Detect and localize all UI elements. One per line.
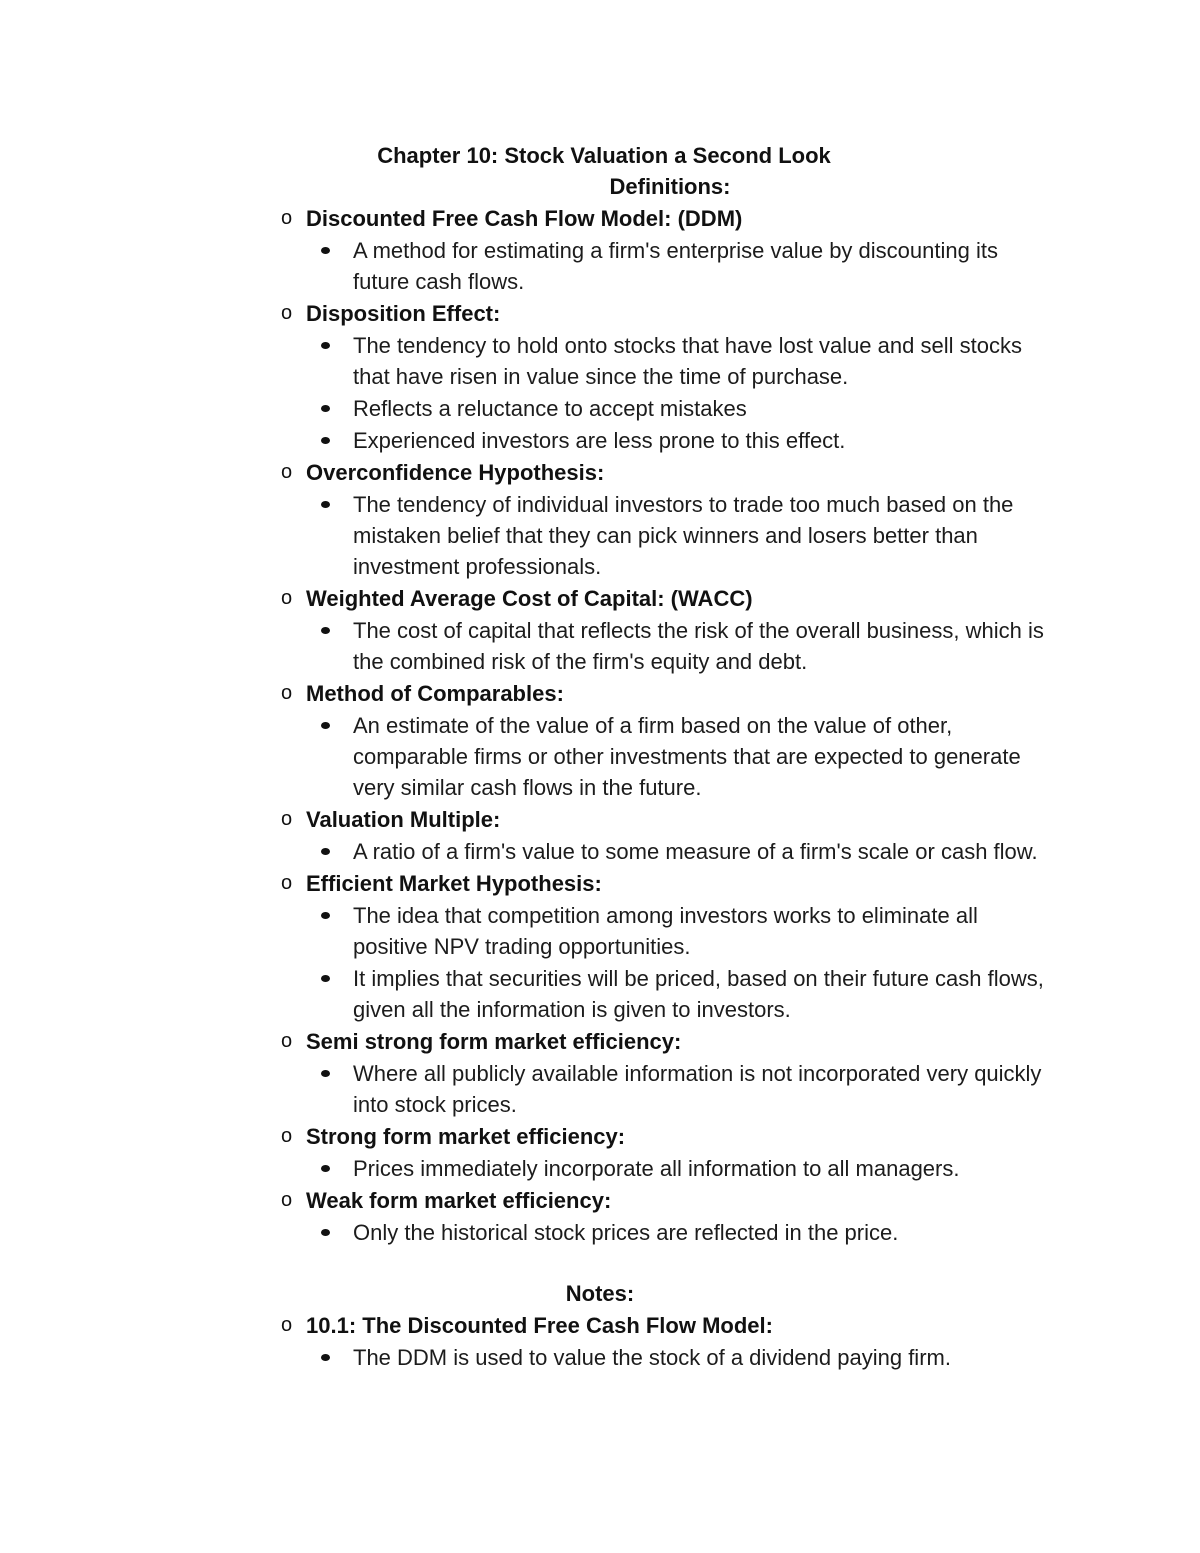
bullet-text: An estimate of the value of a firm based on the value of other, comparable firms or other investments that are expected to generate very similar cash flows in the future. [353, 713, 1021, 800]
definition-term [0, 678, 1200, 709]
bullet-dot-icon [321, 1229, 330, 1236]
list-item [0, 1058, 1053, 1120]
bullet-text: A ratio of a firm's value to some measure of a firm's scale or cash flow. [353, 839, 1038, 864]
note-bullet-list [0, 1342, 1200, 1373]
definition-bullet-list [0, 1058, 1200, 1120]
bullet-dot-icon [321, 1165, 330, 1172]
definition-term [0, 1026, 1200, 1057]
hollow-bullet-icon: o [281, 1314, 293, 1336]
hollow-bullet-icon: o [281, 872, 293, 894]
definition-term [0, 583, 1200, 614]
list-item [0, 393, 1053, 424]
hollow-bullet-icon: o [281, 1189, 293, 1211]
list-item [0, 1342, 1053, 1373]
definition-term [0, 203, 1200, 234]
note-term [0, 1310, 1200, 1341]
bullet-dot-icon [321, 912, 330, 919]
definition-bullet-list [0, 1153, 1200, 1184]
definition-term-label: Weak form market efficiency: [306, 1188, 612, 1213]
definition-term-label: Discounted Free Cash Flow Model: (DDM) [306, 206, 743, 231]
bullet-dot-icon [321, 501, 330, 508]
definition-term [0, 1121, 1200, 1152]
bullet-dot-icon [321, 848, 330, 855]
bullet-text: The DDM is used to value the stock of a dividend paying firm. [353, 1345, 951, 1370]
definition-term-label: Valuation Multiple: [306, 807, 501, 832]
bullet-dot-icon [321, 437, 330, 444]
bullet-dot-icon [321, 247, 330, 254]
definition-bullet-list [0, 489, 1200, 582]
list-item [0, 710, 1053, 803]
definition-term-label: Strong form market efficiency: [306, 1124, 626, 1149]
list-item [0, 963, 1053, 1025]
bullet-dot-icon [321, 342, 330, 349]
definition-term-label: Disposition Effect: [306, 301, 501, 326]
definition-term-label: Overconfidence Hypothesis: [306, 460, 605, 485]
bullet-text: The tendency to hold onto stocks that have lost value and sell stocks that have risen in value since the time of purchase. [353, 333, 1022, 389]
bullet-text: Reflects a reluctance to accept mistakes [353, 396, 747, 421]
definition-term-label: Efficient Market Hypothesis: [306, 871, 602, 896]
notes-list [0, 1310, 1200, 1373]
page-title: Chapter 10: Stock Valuation a Second Look [377, 143, 831, 168]
bullet-dot-icon [321, 975, 330, 982]
hollow-bullet-icon: o [281, 1125, 293, 1147]
list-item [0, 235, 1053, 297]
definition-bullet-list [0, 330, 1200, 456]
definition-bullet-list [0, 615, 1200, 677]
note-term-label: 10.1: The Discounted Free Cash Flow Model: [306, 1313, 773, 1338]
definition-term [0, 457, 1200, 488]
notes-heading: Notes: [565, 1281, 635, 1306]
definition-bullet-list [0, 235, 1200, 297]
bullet-dot-icon [321, 722, 330, 729]
list-item [0, 1153, 1053, 1184]
bullet-text: It implies that securities will be priced, based on their future cash flows, given all the information is given to investors. [353, 966, 1044, 1022]
list-item [0, 1217, 1053, 1248]
bullet-dot-icon [321, 627, 330, 634]
bullet-dot-icon [321, 1354, 330, 1361]
bullet-text: The idea that competition among investors works to eliminate all positive NPV trading opportunities. [353, 903, 978, 959]
definition-term-label: Semi strong form market efficiency: [306, 1029, 682, 1054]
bullet-text: Prices immediately incorporate all information to all managers. [353, 1156, 960, 1181]
hollow-bullet-icon: o [281, 587, 293, 609]
definition-term [0, 868, 1200, 899]
definition-bullet-list [0, 1217, 1200, 1248]
definition-bullet-list [0, 836, 1200, 867]
hollow-bullet-icon: o [281, 207, 293, 229]
definition-bullet-list [0, 900, 1200, 1025]
bullet-text: A method for estimating a firm's enterprise value by discounting its future cash flows. [353, 238, 998, 294]
hollow-bullet-icon: o [281, 808, 293, 830]
definition-term [0, 1185, 1200, 1216]
definition-bullet-list [0, 710, 1200, 803]
list-item [0, 425, 1053, 456]
list-item [0, 330, 1053, 392]
definition-term-label: Method of Comparables: [306, 681, 564, 706]
list-item [0, 836, 1053, 867]
hollow-bullet-icon: o [281, 461, 293, 483]
bullet-text: The cost of capital that reflects the risk of the overall business, which is the combined risk of the firm's equity and debt. [353, 618, 1044, 674]
document-page [0, 140, 1200, 1373]
list-item [0, 489, 1053, 582]
bullet-dot-icon [321, 405, 330, 412]
definition-term-label: Weighted Average Cost of Capital: (WACC) [306, 586, 753, 611]
definition-term [0, 804, 1200, 835]
bullet-text: Where all publicly available information is not incorporated very quickly into stock prices. [353, 1061, 1042, 1117]
hollow-bullet-icon: o [281, 302, 293, 324]
bullet-text: Only the historical stock prices are reflected in the price. [353, 1220, 899, 1245]
hollow-bullet-icon: o [281, 682, 293, 704]
definition-term [0, 298, 1200, 329]
definitions-heading: Definitions: [609, 174, 731, 199]
hollow-bullet-icon: o [281, 1030, 293, 1052]
bullet-dot-icon [321, 1070, 330, 1077]
definitions-list [0, 203, 1200, 1248]
bullet-text: The tendency of individual investors to trade too much based on the mistaken belief that they can pick winners and losers better than investment professionals. [353, 492, 1014, 579]
list-item [0, 615, 1053, 677]
list-item [0, 900, 1053, 962]
bullet-text: Experienced investors are less prone to this effect. [353, 428, 846, 453]
